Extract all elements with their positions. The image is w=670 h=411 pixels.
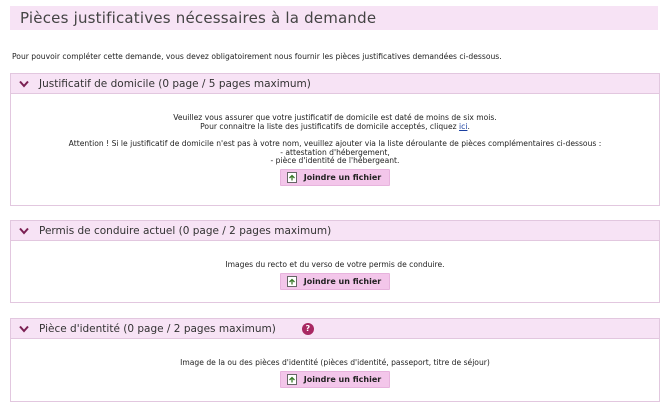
chevron-down-icon[interactable] <box>19 226 29 236</box>
chevron-down-icon[interactable] <box>19 79 29 89</box>
permis-notice: Images du recto et du verso de votre permis de conduire. <box>225 260 445 269</box>
file-attach-icon <box>287 172 297 183</box>
identite-notice: Image de la ou des pièces d'identité (pièces d'identité, passeport, titre de séjour) <box>180 358 490 367</box>
domicile-list-text: Pour connaitre la liste des justificatifs de domicile acceptés, cliquez <box>200 121 460 131</box>
section-piece-identite <box>10 318 660 402</box>
section-header-permis[interactable] <box>11 221 659 241</box>
domicile-list-notice <box>11 123 659 132</box>
page-title: Pièces justificatives nécessaires à la demande <box>10 6 658 30</box>
join-file-button[interactable] <box>280 371 390 388</box>
section-body <box>11 94 659 186</box>
section-title: Permis de conduire actuel (0 page / 2 pages maximum) <box>39 224 332 237</box>
join-file-button[interactable] <box>280 273 390 290</box>
section-justificatif-domicile <box>10 73 660 206</box>
section-permis-conduire <box>10 220 660 303</box>
section-title: Pièce d'identité (0 page / 2 pages maximum) <box>39 322 276 335</box>
join-file-label: Joindre un fichier <box>303 276 382 286</box>
domicile-bullet-attestation: - attestation d'hébergement, <box>280 147 390 157</box>
intro-text: Pour pouvoir compléter cette demande, vous devez obligatoirement nous fournir les pièces justificatives demandées ci-dessous. <box>12 52 502 61</box>
section-body <box>11 241 659 290</box>
help-icon[interactable]: ? <box>302 323 314 335</box>
section-header-identite[interactable] <box>11 319 659 339</box>
chevron-down-icon[interactable] <box>19 324 29 334</box>
section-header-domicile[interactable] <box>11 74 659 94</box>
join-file-button[interactable] <box>280 169 390 186</box>
join-file-label: Joindre un fichier <box>303 374 382 384</box>
section-title: Justificatif de domicile (0 page / 5 pages maximum) <box>39 77 311 90</box>
file-attach-icon <box>287 276 297 287</box>
accepted-documents-link[interactable]: ici <box>459 121 468 131</box>
domicile-warning: Attention ! Si le justificatif de domicile n'est pas à votre nom, veuillez ajouter via la liste déroulante de pièces complémentaires ci-dessous : <box>68 139 602 149</box>
domicile-list-suffix: . <box>467 121 470 131</box>
file-attach-icon <box>287 374 297 385</box>
section-body <box>11 339 659 388</box>
domicile-date-notice: Veuillez vous assurer que votre justificatif de domicile est daté de moins de six mois. <box>173 113 497 122</box>
join-file-label: Joindre un fichier <box>303 172 382 182</box>
domicile-bullet-identite: - pièce d'identité de l'hébergeant. <box>270 156 400 166</box>
